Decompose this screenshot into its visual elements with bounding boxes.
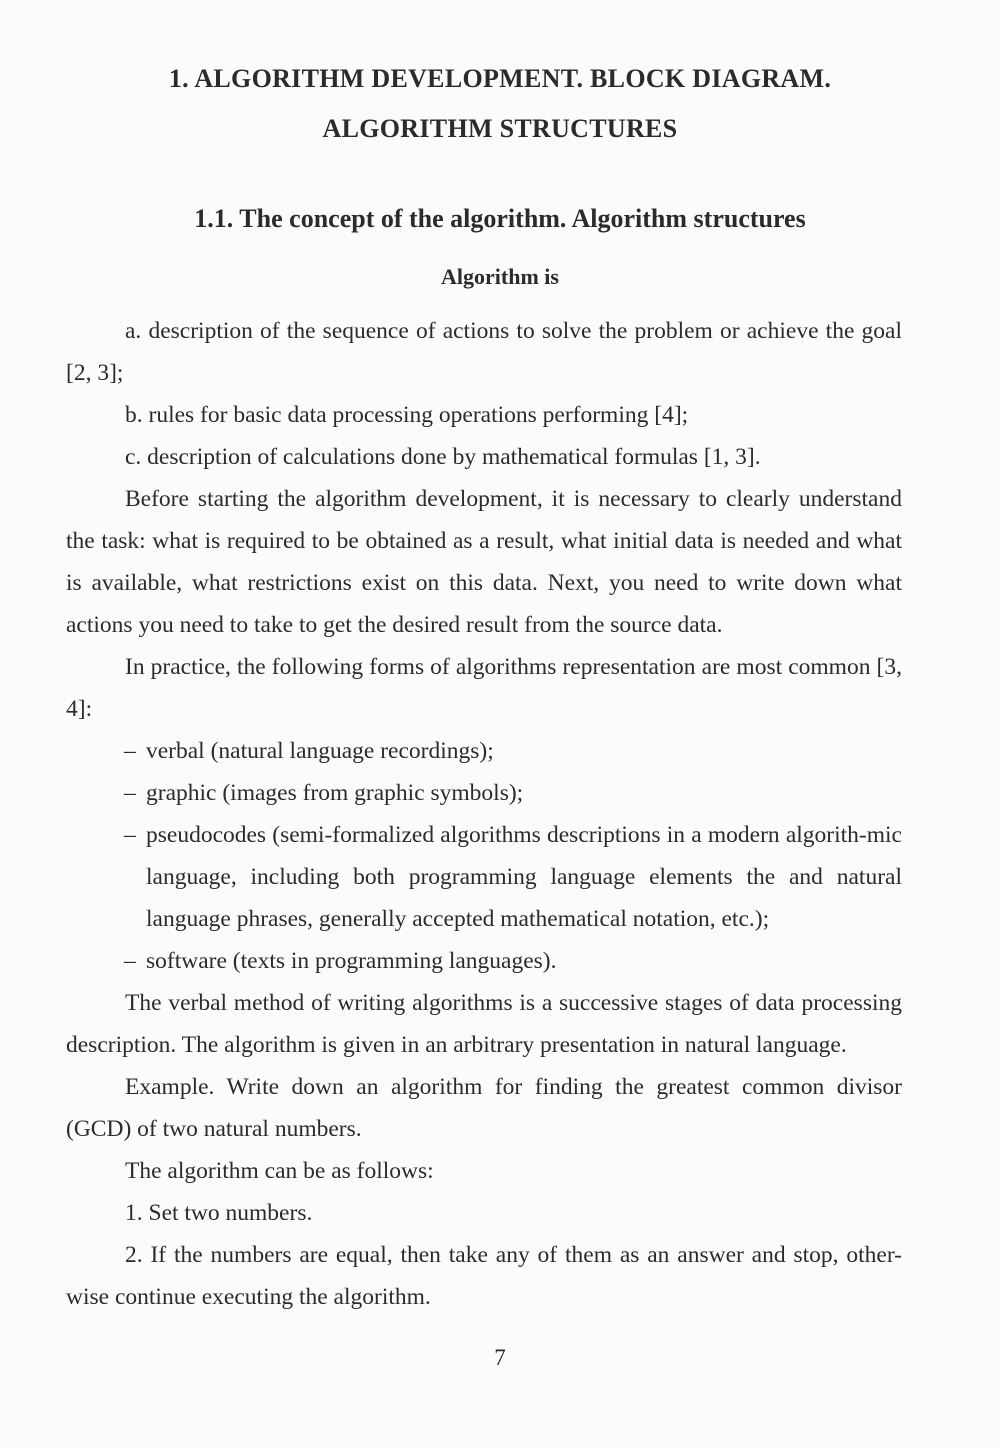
definition-c: c. description of calculations done by mathematical formulas [1, 3]. <box>125 444 761 470</box>
list-item-text: graphic (images from graphic symbols); <box>146 780 524 806</box>
list-item-text: verbal (natural language recordings); <box>146 738 494 764</box>
paragraph-before-starting: Before starting the algorithm development, it is necessary to clearly understand the task: what is required to be obtained as a result, what initial data is needed and what is available, what restrictions exist on this data. Next, you need to write down what actions you need to take to get the desired result from the source data. <box>66 486 902 638</box>
algorithm-step-1: 1. Set two numbers. <box>125 1200 313 1226</box>
list-item-verbal: – verbal (natural language recordings); <box>124 738 494 764</box>
chapter-title-line-2: ALGORITHM STRUCTURES <box>322 114 678 143</box>
list-item-text: software (texts in programming languages). <box>146 948 557 974</box>
definition-b: b. rules for basic data processing operations performing [4]; <box>125 402 689 428</box>
paragraph-algorithm-intro: The algorithm can be as follows: <box>125 1158 434 1184</box>
list-item-pseudocodes: – pseudocodes (semi-formalized algorithms descriptions in a modern algorith-mic language, including both programming language elements the and natural language phrases, generally accepted mathematical notation, etc.); <box>124 822 902 932</box>
paragraph-verbal-method: The verbal method of writing algorithms is a successive stages of data processing description. The algorithm is given in an arbitrary presentation in natural language. <box>66 990 902 1058</box>
paragraph-forms-intro: In practice, the following forms of algorithms representation are most common [3, 4]: <box>66 654 902 722</box>
section-title: 1.1. The concept of the algorithm. Algorithm structures <box>194 204 806 233</box>
list-item-text: pseudocodes (semi-formalized algorithms descriptions in a modern algorith-mic language, including both programming language elements the and natural language phrases, generally accepted mathematical notation, etc.); <box>146 822 902 932</box>
list-item-graphic: – graphic (images from graphic symbols); <box>124 780 524 806</box>
definition-subheading: Algorithm is <box>441 264 559 289</box>
paragraph-example: Example. Write down an algorithm for finding the greatest common divisor (GCD) of two natural numbers. <box>66 1074 902 1142</box>
chapter-title-line-1: 1. ALGORITHM DEVELOPMENT. BLOCK DIAGRAM. <box>168 64 832 93</box>
list-item-software: – software (texts in programming languages). <box>124 948 557 974</box>
body-text <box>66 310 902 1318</box>
algorithm-step-2: 2. If the numbers are equal, then take any of them as an answer and stop, other-wise continue executing the algorithm. <box>66 1242 902 1310</box>
page-number: 7 <box>494 1345 506 1370</box>
definition-a: a. description of the sequence of actions to solve the problem or achieve the goal [2, 3]; <box>66 318 902 386</box>
